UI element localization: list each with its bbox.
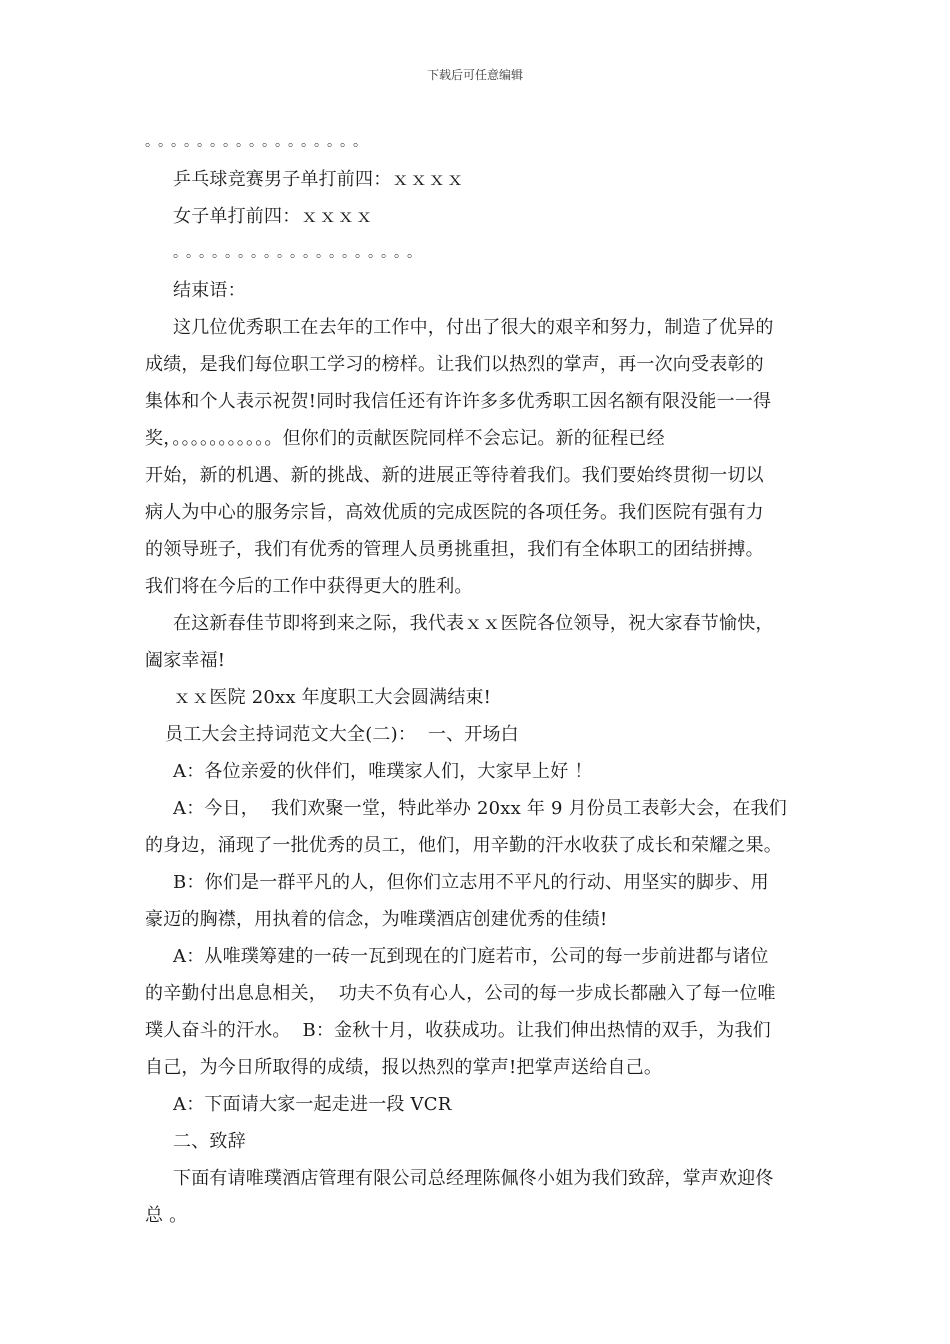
dialogue-line: A：今日， 我们欢聚一堂，特此举办 20xx 年 9 月份员工表彰大会，在我们 [173,798,787,819]
page-header: 下载后可任意编辑 [426,68,523,82]
ellipsis-line: 。。。。。。。。。。。。。。。。。。。 [173,245,427,261]
paragraph-line: 成绩，是我们每位职工学习的榜样。让我们以热烈的掌声，再一次向受表彰的 [145,354,764,375]
paragraph-line: 开始，新的机遇、新的挑战、新的进展正等待着我们。我们要始终贯彻一切以 [145,465,764,486]
section-title: 二、致辞 [173,1131,246,1152]
dialogue-line: 豪迈的胸襟，用执着的信念，为唯璞酒店创建优秀的佳绩! [145,909,608,930]
closing-title: 结束语： [173,280,246,301]
dialogue-line: 自己，为今日所取得的成绩，报以热烈的掌声!把掌声送给自己。 [145,1057,663,1078]
document-body [145,124,811,1234]
dialogue-line: A：各位亲爱的伙伴们，唯璞家人们，大家早上好 ！ [173,761,593,782]
paragraph-line: 阖家幸福! [145,650,226,671]
paragraph-line: 病人为中心的服务宗旨，高效优质的完成医院的各项任务。我们医院有强有力 [145,502,764,523]
dialogue-line: 的辛勤付出息息相关， 功夫不负有心人，公司的每一步成长都融入了每一位唯 [145,983,776,1004]
dialogue-line: B：你们是一群平凡的人，但你们立志用不平凡的行动、用坚实的脚步、用 [173,872,769,893]
paragraph-line: 下面有请唯璞酒店管理有限公司总经理陈佩佟小姐为我们致辞，掌声欢迎佟 [173,1168,774,1189]
paragraph-line: 集体和个人表示祝贺!同时我信任还有许许多多优秀职工因名额有限没能一一得 [145,391,772,412]
paragraph-line: 的领导班子，我们有优秀的管理人员勇挑重担，我们有全体职工的团结拼搏。 [145,539,764,560]
section-title: 员工大会主持词范文大全(二)： 一、开场白 [165,724,519,745]
paragraph-line: 我们将在今后的工作中获得更大的胜利。 [145,576,473,597]
dialogue-line: 璞人奋斗的汗水。 B：金秋十月，收获成功。让我们伸出热情的双手，为我们 [145,1020,771,1041]
dialogue-line: 的身边，涌现了一批优秀的员工，他们，用辛勤的汗水收获了成长和荣耀之果。 [145,835,782,856]
paragraph-line: 奖，。。。。。。。。。。。但你们的贡献医院同样不会忘记。新的征程已经 [145,428,665,449]
paragraph-line: 在这新春佳节即将到来之际，我代表ｘｘ医院各位领导，祝大家春节愉快， [173,613,774,634]
paragraph-line: 总 。 [145,1205,188,1226]
dialogue-line: A：从唯璞筹建的一砖一瓦到现在的门庭若市，公司的每一步前进都与诸位 [173,946,769,967]
pingpong-women-line: 女子单打前四：ｘｘｘｘ [173,206,374,227]
ellipsis-line: 。。。。。。。。。。。。。。。。。 [145,134,373,150]
end-line: ｘｘ医院 20xx 年度职工大会圆满结束! [173,687,492,708]
pingpong-men-line: 乒乓球竞赛男子单打前四：ｘｘｘｘ [173,169,465,190]
paragraph-line: 这几位优秀职工在去年的工作中，付出了很大的艰辛和努力，制造了优异的 [173,317,774,338]
dialogue-line: A：下面请大家一起走进一段 VCR [173,1094,452,1115]
